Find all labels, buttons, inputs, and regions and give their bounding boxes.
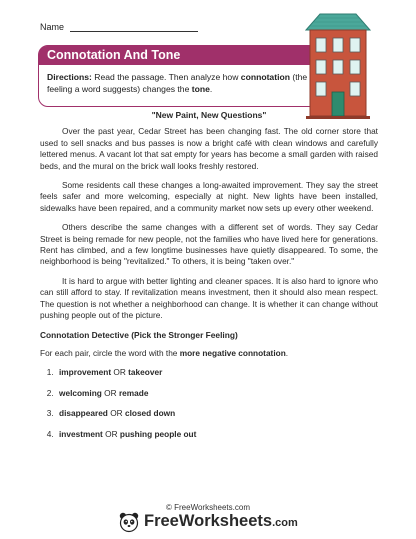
directions-text-2: (the feeling a word suggests) changes the [47,72,308,94]
name-label: Name [40,22,65,32]
page-title: Connotation And Tone [47,48,181,62]
word-option[interactable]: welcoming [59,387,102,398]
brand-name [144,512,298,531]
list-item [56,429,378,440]
name-field-row [40,22,198,32]
word-pair-list [40,367,378,440]
brand-suffix: .com [272,517,298,529]
list-item [56,388,378,399]
word-option[interactable]: investment [59,428,103,439]
instruction-bold: more negative connotation [179,347,286,358]
instruction-text: For each pair, circle the word with the [40,347,180,358]
word-option[interactable]: pushing people out [119,428,197,439]
directions-text-1: Read the passage. Then analyze how [91,72,241,82]
footer-logo [116,511,306,533]
footer-url[interactable]: © FreeWorksheets.com [166,503,250,512]
directions-text-3: . [209,84,213,94]
worksheet-content [40,110,378,449]
brand-text: FreeWorksheets [144,512,273,530]
or-separator: OR [111,367,129,378]
story-paragraph-2: Some residents call these changes a long-awaited improvement. They say the street feels safer and more welcoming, especially at night. New lights have been installed, sidewalks have been repaired, and a community market now sets up every other weekend. [40,180,378,213]
building-illustration [296,12,380,120]
header-box [38,45,328,107]
word-option[interactable]: improvement [59,367,112,378]
panda-icon [118,511,140,533]
word-option[interactable]: takeover [128,367,163,378]
word-option[interactable]: disappeared [59,408,108,419]
or-separator: OR [102,428,120,439]
instruction-end: . [285,347,289,358]
name-line[interactable] [70,22,198,32]
or-separator: OR [107,408,125,419]
list-item [56,408,378,419]
story-paragraph-3: Others describe the same changes with a different set of words. They say Cedar Street is being remade for new people, not the families who have lived here for generations. Rent has climbed, and a few longtime businesses have quietly disappeared. To some, the neighborhood is being "revitalized." To others, it is being "taken over." [40,222,378,267]
directions [47,71,319,95]
directions-bold-2: tone [191,84,210,94]
story-paragraph-4: It is hard to argue with better lighting and cleaner spaces. It is also hard to ignore who can still afford to stay. If revitalization means investment, then it should also mean respect. The question is not whether a neighborhood can change. It is whether it can change without pushing people out of the picture. [40,275,378,321]
or-separator: OR [101,387,119,398]
activity-instruction [40,348,378,359]
list-item [56,367,378,378]
header-bar [39,46,327,65]
story-title: "New Paint, New Questions" [151,110,267,120]
story-paragraph-1: Over the past year, Cedar Street has been changing fast. The old corner store that used to sell snacks and bus passes is now a bright café with clean windows and carefully lettered menus. A vacant lot that sat empty for years has become a small garden with raised beds, and the mural on the brick wall looks freshly restored. [40,126,378,171]
activity-title: Connotation Detective (Pick the Stronger Feeling) [40,329,238,340]
word-option[interactable]: remade [118,387,149,398]
word-option[interactable]: closed down [124,408,176,419]
directions-bold-1: connotation [240,72,290,82]
directions-label: Directions: [47,72,92,82]
